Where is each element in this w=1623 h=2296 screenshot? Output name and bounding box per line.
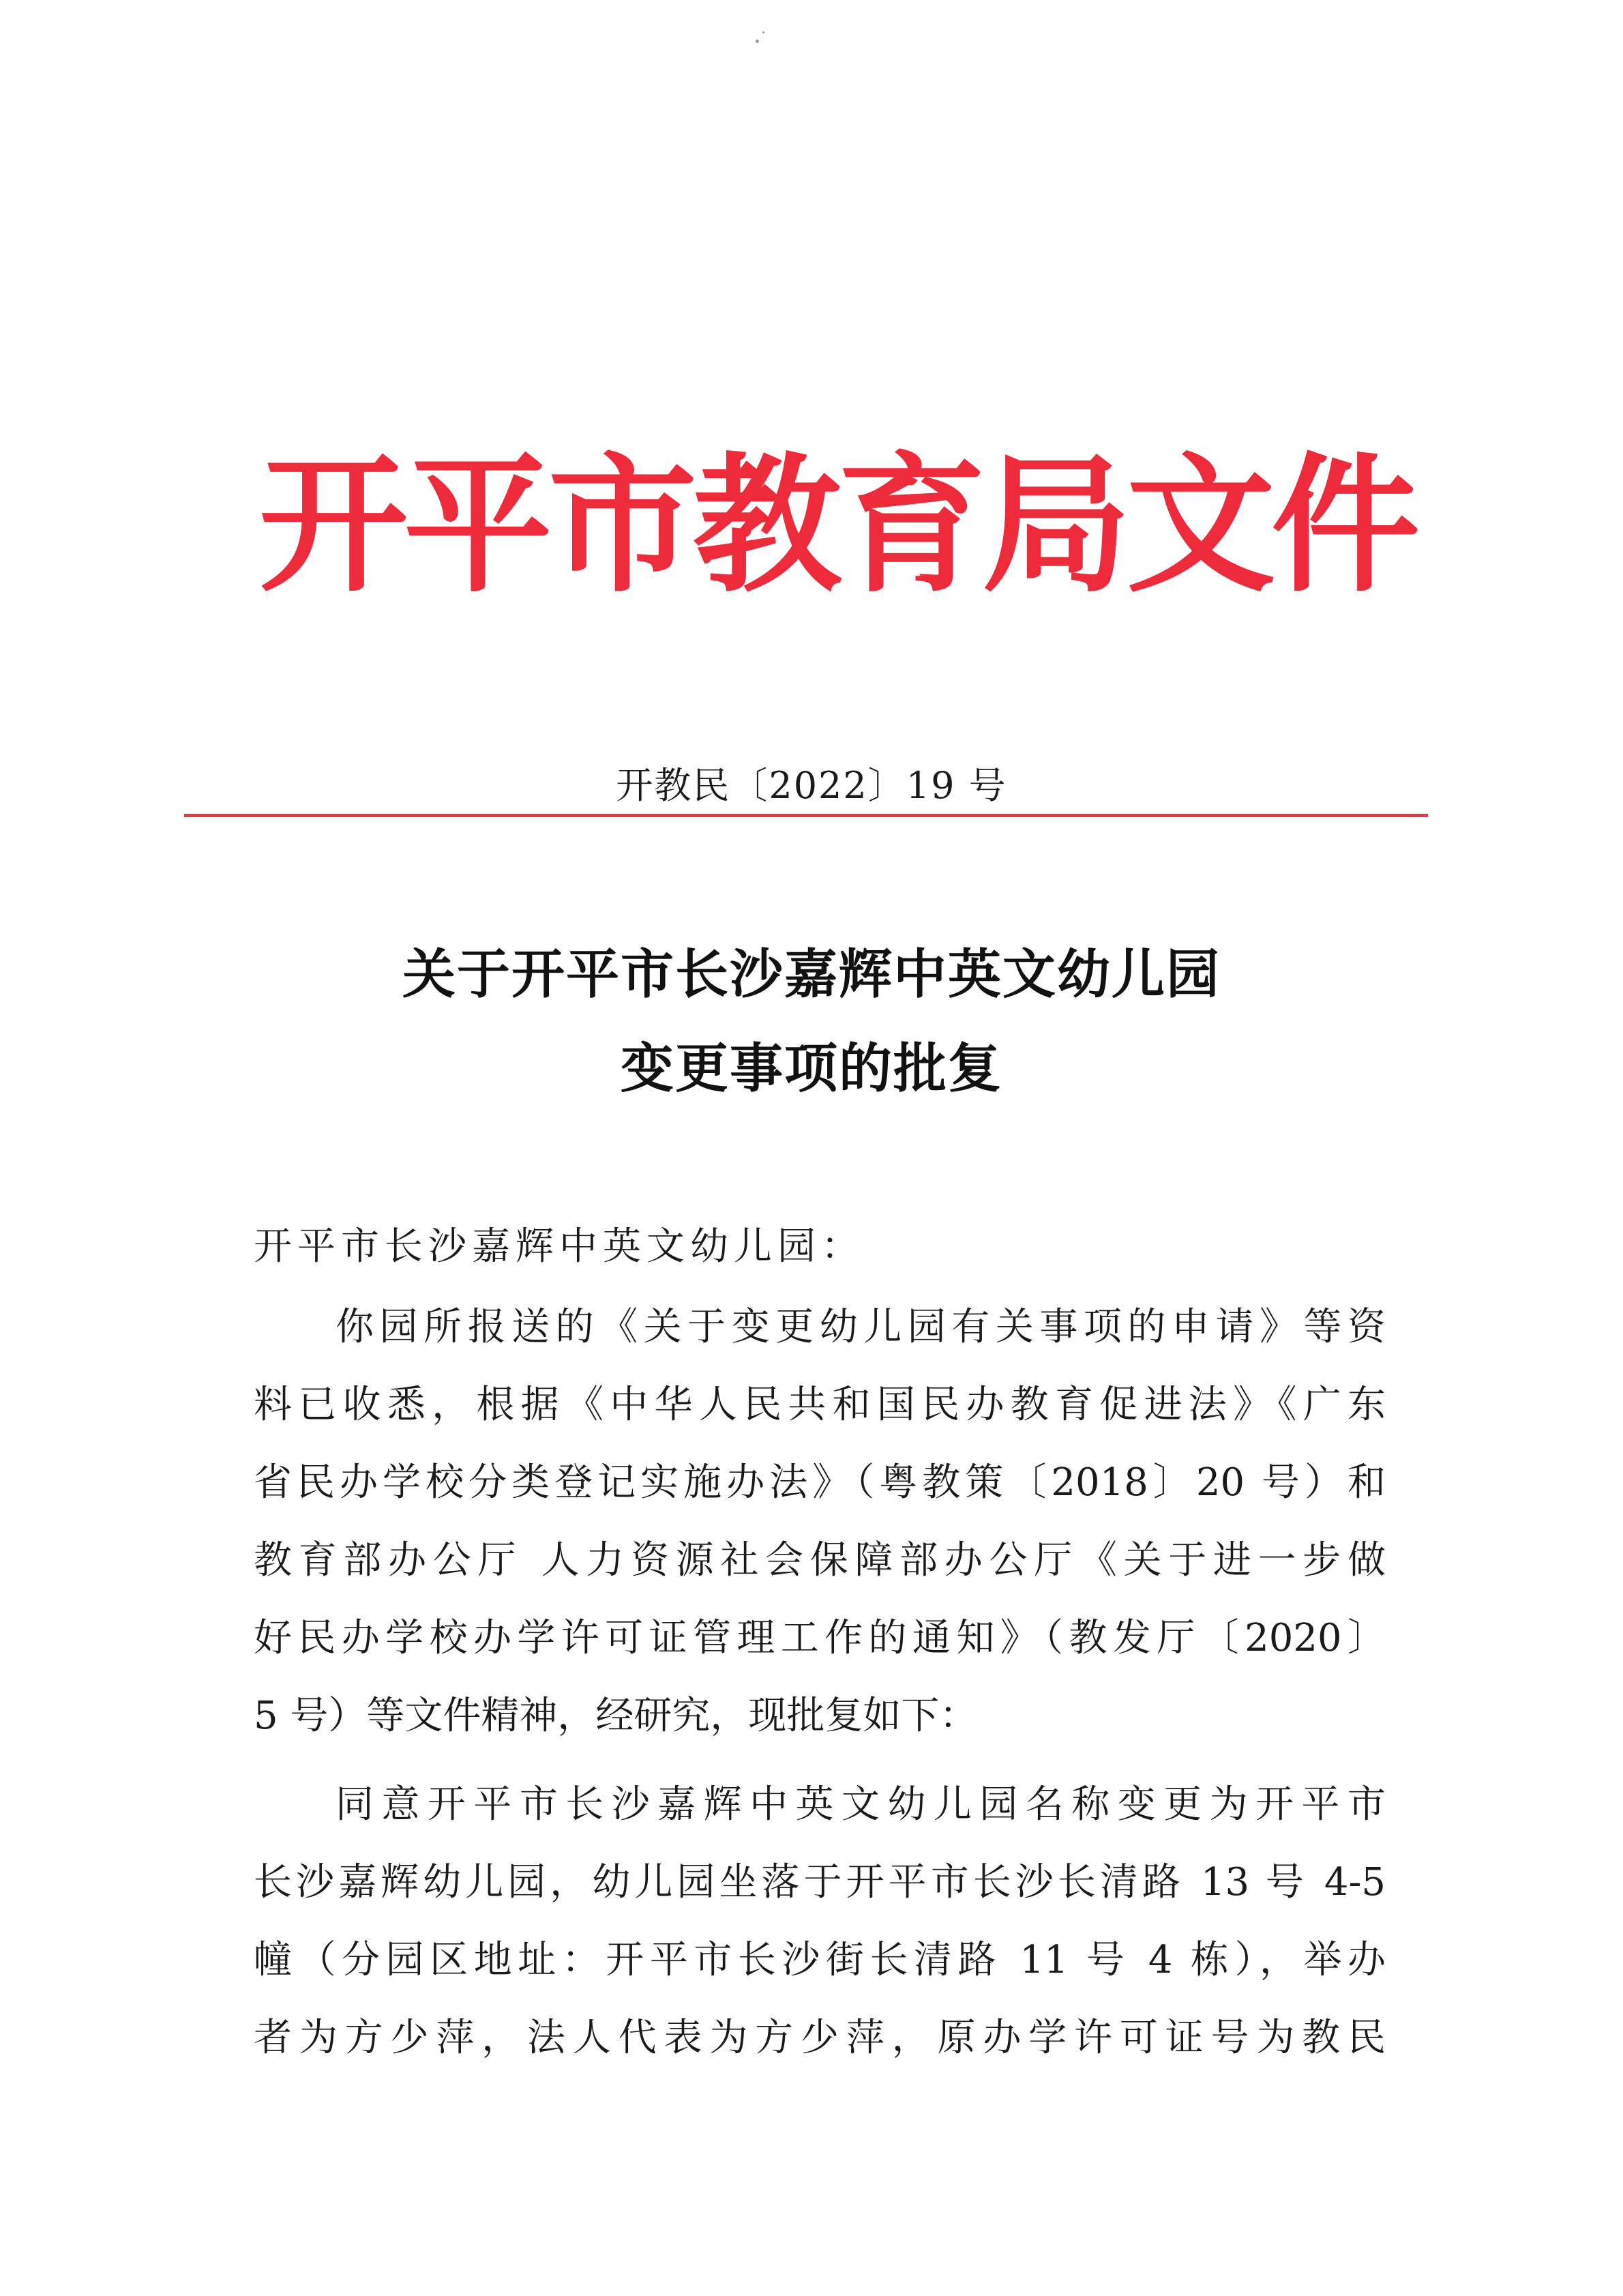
- scan-speck: [756, 40, 759, 43]
- document-title-line-1: 关于开平市长沙嘉辉中英文幼儿园: [402, 943, 1221, 1005]
- masthead-title: 开平市教育局文件: [259, 438, 1416, 613]
- body-paragraph-1-line: 好民办学校办学许可证管理工作的通知》（教发厅〔2020〕: [254, 1616, 1386, 1660]
- document-title-line-2: 变更事项的批复: [620, 1037, 1002, 1100]
- body-paragraph-1-line: 你园所报送的《关于变更幼儿园有关事项的申请》等资: [336, 1305, 1386, 1349]
- body-paragraph-2-line: 者为方少萍，法人代表为方少萍，原办学许可证号为教民: [254, 2016, 1386, 2060]
- body-paragraph-2-line: 长沙嘉辉幼儿园，幼儿园坐落于开平市长沙长清路 13 号 4-5: [254, 1860, 1386, 1904]
- body-paragraph-1-line: 教育部办公厅 人力资源社会保障部办公厅《关于进一步做: [254, 1538, 1386, 1583]
- red-divider-line: [184, 814, 1428, 817]
- body-paragraph-1-line: 省民办学校分类登记实施办法》（粤教策〔2018〕20 号）和: [254, 1460, 1386, 1505]
- document-number: 开教民〔2022〕19 号: [616, 764, 1007, 807]
- body-paragraph-2-line: 同意开平市长沙嘉辉中英文幼儿园名称变更为开平市: [336, 1782, 1386, 1827]
- addressee: 开平市长沙嘉辉中英文幼儿园：: [254, 1224, 865, 1269]
- scan-speck: [762, 31, 764, 33]
- body-paragraph-1-line: 5 号）等文件精神，经研究，现批复如下：: [254, 1694, 978, 1738]
- body-paragraph-2-line: 幢（分园区地址：开平市长沙街长清路 11 号 4 栋），举办: [254, 1938, 1386, 1982]
- body-paragraph-1-line: 料已收悉，根据《中华人民共和国民办教育促进法》《广东: [254, 1383, 1386, 1427]
